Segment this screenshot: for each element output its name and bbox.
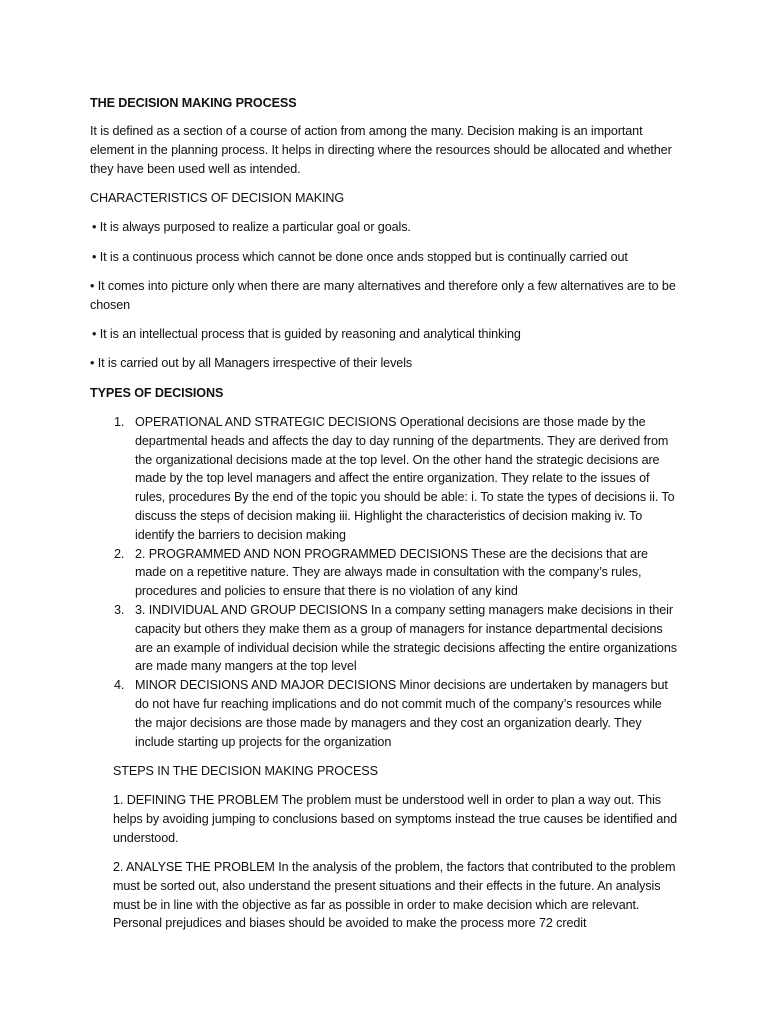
types-list [90, 413, 680, 751]
characteristic-item: • It is an intellectual process that is guided by reasoning and analytical thinking [92, 327, 521, 342]
list-number: 2. [114, 546, 125, 561]
steps-section [90, 762, 680, 933]
characteristic-item: • It comes into picture only when there are many alternatives and therefore only a few alternatives are to be chosen [90, 279, 676, 312]
type-item [90, 545, 680, 601]
type-item-text: MINOR DECISIONS AND MAJOR DECISIONS Minor decisions are undertaken by managers but do not have fur reaching implications and do not commit much of the company’s resources while the major decisions are those made by managers and they cost an organization dearly. They include starting up projects for the organization [135, 678, 668, 749]
type-item-text: 2. PROGRAMMED AND NON PROGRAMMED DECISIONS These are the decisions that are made on a repetitive nature. They are always made in consultation with the company’s rules, procedures and policies to ensure that there is no violation of any kind [135, 546, 648, 599]
type-item [90, 601, 680, 676]
list-number: 1. [114, 415, 125, 430]
type-item-text: OPERATIONAL AND STRATEGIC DECISIONS Operational decisions are those made by the departmental heads and affects the day to day running of the departments. They are derived from the organizational decisions made at the top level. On the other hand the strategic decisions are made by the top level managers and affect the entire organization. They relate to the issues of rules, procedures By the end of the topic you should be able: i. To state the types of decisions ii. To discuss the steps of decision making iii. Highlight the characteristics of decision making iv. To identify the barriers to decision making [135, 415, 675, 542]
type-item [90, 413, 680, 545]
steps-heading: STEPS IN THE DECISION MAKING PROCESS [113, 763, 378, 778]
intro-paragraph: It is defined as a section of a course of action from among the many. Decision making is an important element in the planning process. It helps in directing where the resources should be allocated and whether they have been used well as intended. [90, 124, 672, 176]
characteristic-item: • It is a continuous process which cannot be done once ands stopped but is continually carried out [92, 249, 628, 264]
type-item [90, 676, 680, 751]
list-number: 3. [114, 603, 125, 618]
characteristic-item: • It is carried out by all Managers irrespective of their levels [90, 356, 413, 371]
characteristics-heading: CHARACTERISTICS OF DECISION MAKING [90, 191, 345, 206]
types-heading: TYPES OF DECISIONS [90, 385, 224, 400]
characteristic-item: • It is always purposed to realize a particular goal or goals. [92, 220, 411, 235]
document-title: THE DECISION MAKING PROCESS [90, 96, 297, 110]
step-paragraph: 1. DEFINING THE PROBLEM The problem must be understood well in order to plan a way out. This helps by avoiding jumping to conclusions based on symptoms instead the true causes be identified and understood. [113, 793, 678, 845]
type-item-text: 3. INDIVIDUAL AND GROUP DECISIONS In a company setting managers make decisions in their capacity but others they make them as a group of managers for instance departmental decisions are an example of individual decision while the strategic decisions affecting the entire organizations are made many mangers at the top level [135, 603, 677, 674]
list-number: 4. [114, 678, 125, 693]
step-paragraph: 2. ANALYSE THE PROBLEM In the analysis of the problem, the factors that contributed to the problem must be sorted out, also understand the present situations and their effects in the future. An analysis must be in line with the objective as far as possible in order to make decision which are relevant. Personal prejudices and biases should be avoided to make the process more 72 credit [113, 860, 676, 931]
document-body [90, 94, 680, 944]
